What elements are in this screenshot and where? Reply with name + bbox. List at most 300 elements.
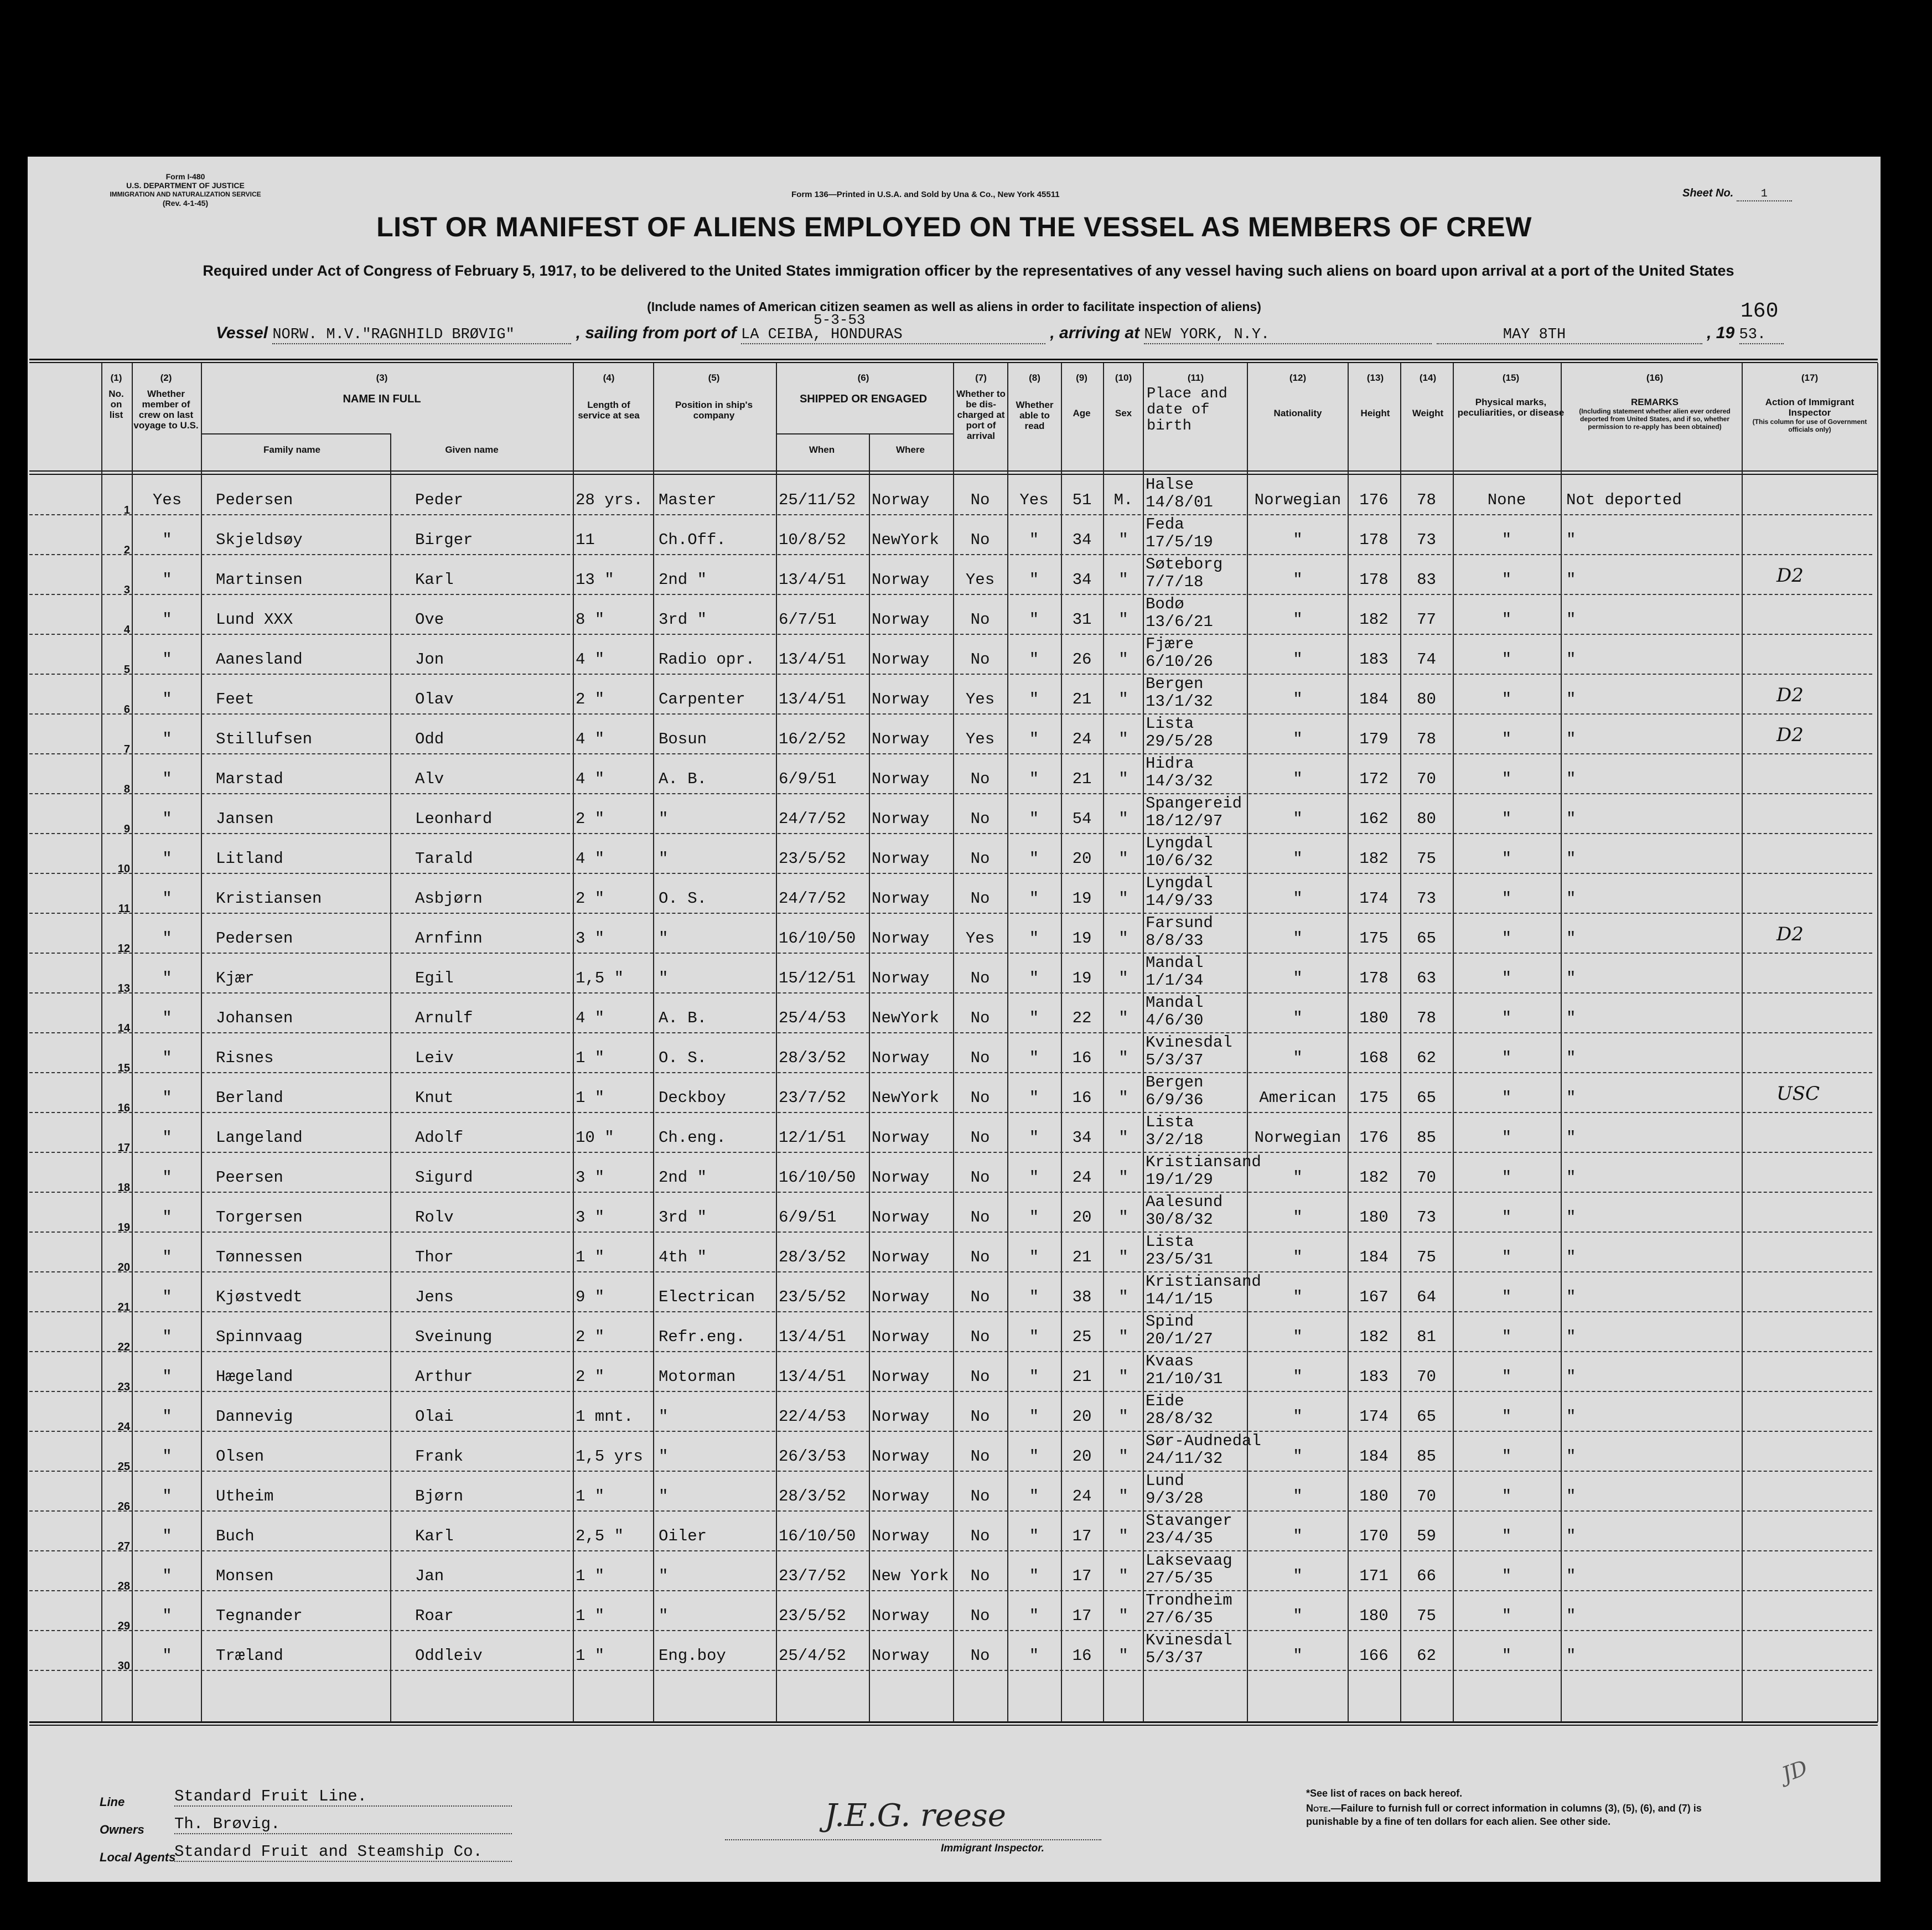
cell-read: " xyxy=(1029,1288,1039,1306)
cell-read: " xyxy=(1029,1089,1039,1107)
cell-sex: M. xyxy=(1113,491,1133,509)
col9-header xyxy=(1061,372,1102,418)
cell-family: Berland xyxy=(216,1089,283,1107)
cell-weight: 65 xyxy=(1417,929,1436,948)
col4-header xyxy=(573,372,645,421)
cell-family: Kjær xyxy=(216,969,255,987)
column-divider xyxy=(1103,363,1104,1722)
row-number: 12 xyxy=(117,943,130,955)
col16-label: REMARKS xyxy=(1631,397,1679,407)
cell-where: Norway xyxy=(872,1328,930,1346)
cell-position: 2nd " xyxy=(659,571,707,589)
penalty-note xyxy=(1306,1802,1727,1828)
year-prefix: , 19 xyxy=(1707,324,1735,342)
cell-read: " xyxy=(1029,1527,1039,1545)
subtitle-note: (Include names of American citizen seamen as well as aliens in order to facilitate inspection of aliens) xyxy=(647,299,1261,314)
cell-when: 6/7/51 xyxy=(779,610,837,629)
row-number: 17 xyxy=(117,1142,130,1154)
cell-given: Bjørn xyxy=(415,1487,464,1505)
row-number: 2 xyxy=(123,544,130,556)
row-number: 6 xyxy=(123,703,130,716)
cell-marks: " xyxy=(1501,1129,1512,1147)
cell-birthdate: 14/8/01 xyxy=(1146,493,1213,511)
cell-height: 183 xyxy=(1359,1368,1389,1386)
cell-height: 182 xyxy=(1359,610,1389,629)
cell-remarks: " xyxy=(1566,1527,1576,1545)
cell-nat: " xyxy=(1293,1208,1303,1227)
cell-last: " xyxy=(162,1049,172,1067)
row-rule xyxy=(29,674,1872,675)
cell-sex: " xyxy=(1118,690,1128,708)
cell-birthplace: Kristiansand xyxy=(1146,1153,1261,1171)
col6-when-header: When xyxy=(809,444,835,455)
cell-birthplace: Eide xyxy=(1146,1392,1184,1410)
cell-sex: " xyxy=(1118,1049,1128,1067)
cell-last: " xyxy=(162,1089,172,1107)
cell-nat: " xyxy=(1293,929,1303,948)
cell-remarks: " xyxy=(1566,531,1576,549)
col13-num: (13) xyxy=(1366,372,1384,383)
cell-last: " xyxy=(162,1408,172,1426)
cell-remarks: " xyxy=(1566,1049,1576,1067)
cell-nat: " xyxy=(1293,770,1303,788)
cell-family: Jansen xyxy=(216,810,274,828)
cell-read: " xyxy=(1029,1168,1039,1187)
cell-when: 25/11/52 xyxy=(779,491,856,509)
cell-when: 6/9/51 xyxy=(779,1208,837,1227)
row-number: 26 xyxy=(117,1500,130,1513)
line-label: Line xyxy=(100,1795,125,1809)
cell-when: 23/7/52 xyxy=(779,1089,846,1107)
arrival-year: 53. xyxy=(1739,327,1784,344)
cell-nat: " xyxy=(1293,969,1303,987)
cell-last: " xyxy=(162,531,172,549)
cell-read: " xyxy=(1029,1208,1039,1227)
cell-sex: " xyxy=(1118,1567,1128,1585)
cell-sex: " xyxy=(1118,1447,1128,1466)
cell-weight: 65 xyxy=(1417,1089,1436,1107)
col4-label: Length of service at sea xyxy=(578,400,640,421)
col12-label: Nationality xyxy=(1273,408,1322,418)
page-title: LIST OR MANIFEST OF ALIENS EMPLOYED ON THE VESSEL AS MEMBERS OF CREW xyxy=(376,211,1532,242)
cell-given: Jan xyxy=(415,1567,444,1585)
cell-nat: " xyxy=(1293,1368,1303,1386)
cell-age: 38 xyxy=(1072,1288,1092,1306)
cell-where: Norway xyxy=(872,889,930,908)
cell-when: 15/12/51 xyxy=(779,969,856,987)
cell-remarks: " xyxy=(1566,1447,1576,1466)
cell-where: Norway xyxy=(872,770,930,788)
cell-position: 2nd " xyxy=(659,1168,707,1187)
cell-when: 22/4/53 xyxy=(779,1408,846,1426)
cell-marks: " xyxy=(1501,1009,1512,1027)
cell-where: Norway xyxy=(872,1527,930,1545)
cell-remarks: " xyxy=(1566,1208,1576,1227)
cell-birthdate: 24/11/32 xyxy=(1146,1450,1223,1468)
cell-given: Jens xyxy=(415,1288,454,1306)
cell-service: 13 " xyxy=(576,571,614,589)
col15-header xyxy=(1456,372,1566,418)
cell-read: " xyxy=(1029,1368,1039,1386)
cell-service: 28 yrs. xyxy=(576,491,643,509)
cell-height: 182 xyxy=(1359,850,1389,868)
col7-header xyxy=(955,372,1007,441)
cell-service: 9 " xyxy=(576,1288,605,1306)
cell-when: 26/3/53 xyxy=(779,1447,846,1466)
row-rule xyxy=(29,1550,1872,1551)
cell-nat: " xyxy=(1293,1487,1303,1505)
cell-marks: " xyxy=(1501,1168,1512,1187)
row-rule xyxy=(29,753,1872,754)
col1-header xyxy=(102,372,130,420)
cell-family: Stillufsen xyxy=(216,730,313,748)
cell-where: Norway xyxy=(872,1049,930,1067)
cell-weight: 73 xyxy=(1417,531,1436,549)
subheader-rule xyxy=(776,433,953,434)
cell-position: A. B. xyxy=(659,1009,707,1027)
cell-given: Olai xyxy=(415,1408,454,1426)
cell-service: 10 " xyxy=(576,1129,614,1147)
col10-header xyxy=(1104,372,1143,418)
cell-position: " xyxy=(659,969,669,987)
cell-family: Lund XXX xyxy=(216,610,293,629)
cell-family: Peersen xyxy=(216,1168,283,1187)
cell-birthplace: Feda xyxy=(1146,515,1184,534)
cell-read: " xyxy=(1029,810,1039,828)
cell-disch: No xyxy=(970,1049,990,1067)
initials-mark: JD xyxy=(1778,1755,1811,1787)
cell-weight: 59 xyxy=(1417,1527,1436,1545)
cell-age: 20 xyxy=(1072,1208,1092,1227)
cell-nat: " xyxy=(1293,1447,1303,1466)
cell-birthdate: 29/5/28 xyxy=(1146,732,1213,751)
cell-height: 175 xyxy=(1359,1089,1389,1107)
cell-disch: No xyxy=(970,850,990,868)
cell-weight: 63 xyxy=(1417,969,1436,987)
cell-last: " xyxy=(162,969,172,987)
cell-birthdate: 17/5/19 xyxy=(1146,533,1213,551)
cell-age: 25 xyxy=(1072,1328,1092,1346)
cell-birthdate: 18/12/97 xyxy=(1146,812,1223,830)
cell-when: 23/5/52 xyxy=(779,1607,846,1625)
column-divider xyxy=(101,363,102,1722)
cell-family: Aanesland xyxy=(216,650,303,669)
cell-nat: Norwegian xyxy=(1254,491,1341,509)
cell-where: New York xyxy=(872,1567,949,1585)
cell-height: 166 xyxy=(1359,1647,1389,1665)
col3-num: (3) xyxy=(376,372,388,383)
cell-height: 170 xyxy=(1359,1527,1389,1545)
cell-remarks: " xyxy=(1566,730,1576,748)
row-rule xyxy=(29,1670,1872,1671)
cell-birthplace: Halse xyxy=(1146,475,1194,494)
cell-service: 4 " xyxy=(576,770,605,788)
col12-header xyxy=(1248,372,1348,418)
cell-where: Norway xyxy=(872,1607,930,1625)
cell-marks: " xyxy=(1501,969,1512,987)
cell-last: " xyxy=(162,1288,172,1306)
cell-read: " xyxy=(1029,571,1039,589)
cell-nat: " xyxy=(1293,571,1303,589)
cell-birthplace: Spind xyxy=(1146,1312,1194,1331)
cell-where: Norway xyxy=(872,1168,930,1187)
cell-given: Birger xyxy=(415,531,473,549)
cell-inspector-action: D2 xyxy=(1776,684,1804,706)
col5-label: Position in ship's company xyxy=(675,400,753,421)
cell-disch: No xyxy=(970,889,990,908)
row-rule xyxy=(29,1391,1872,1392)
cell-remarks: " xyxy=(1566,969,1576,987)
cell-marks: " xyxy=(1501,770,1512,788)
cell-height: 182 xyxy=(1359,1328,1389,1346)
cell-age: 31 xyxy=(1072,610,1092,629)
cell-when: 24/7/52 xyxy=(779,810,846,828)
col8-num: (8) xyxy=(1029,372,1040,383)
col4-num: (4) xyxy=(603,372,615,383)
cell-last: " xyxy=(162,650,172,669)
cell-family: Tønnessen xyxy=(216,1248,303,1266)
cell-family: Skjeldsøy xyxy=(216,531,303,549)
owners-value: Th. Brøvig. xyxy=(174,1815,512,1834)
cell-marks: " xyxy=(1501,889,1512,908)
cell-age: 34 xyxy=(1072,571,1092,589)
cell-birthdate: 20/1/27 xyxy=(1146,1330,1213,1348)
cell-marks: " xyxy=(1501,1248,1512,1266)
cell-given: Arnfinn xyxy=(415,929,483,948)
cell-last: " xyxy=(162,1447,172,1466)
cell-marks: " xyxy=(1501,1408,1512,1426)
cell-read: " xyxy=(1029,1009,1039,1027)
cell-height: 179 xyxy=(1359,730,1389,748)
cell-read: " xyxy=(1029,690,1039,708)
cell-service: 2 " xyxy=(576,1368,605,1386)
cell-birthdate: 23/4/35 xyxy=(1146,1529,1213,1548)
cell-sex: " xyxy=(1118,1009,1128,1027)
cell-position: Deckboy xyxy=(659,1089,726,1107)
col14-header xyxy=(1403,372,1453,418)
cell-last: " xyxy=(162,1208,172,1227)
cell-read: " xyxy=(1029,610,1039,629)
row-number: 3 xyxy=(123,584,130,596)
row-number: 7 xyxy=(123,743,130,756)
row-number: 20 xyxy=(117,1261,130,1274)
col1-label: No. on list xyxy=(108,389,124,420)
cell-birthdate: 6/10/26 xyxy=(1146,653,1213,671)
sheet-number-value: 1 xyxy=(1737,188,1792,201)
cell-marks: " xyxy=(1501,610,1512,629)
cell-weight: 77 xyxy=(1417,610,1436,629)
cell-service: 1,5 " xyxy=(576,969,624,987)
cell-birthdate: 14/1/15 xyxy=(1146,1290,1213,1308)
cell-marks: " xyxy=(1501,1328,1512,1346)
cell-sex: " xyxy=(1118,1368,1128,1386)
row-rule xyxy=(29,1112,1872,1113)
arriving-label: , arriving at xyxy=(1050,324,1140,342)
cell-family: Feet xyxy=(216,690,255,708)
cell-inspector-action: D2 xyxy=(1776,565,1804,587)
cell-position: Electrican xyxy=(659,1288,755,1306)
column-divider xyxy=(1143,363,1144,1722)
cell-nat: " xyxy=(1293,1288,1303,1306)
cell-given: Peder xyxy=(415,491,464,509)
cell-position: Ch.eng. xyxy=(659,1129,726,1147)
col16-header xyxy=(1566,372,1743,431)
cell-position: Master xyxy=(659,491,717,509)
col13-label: Height xyxy=(1360,408,1390,418)
cell-remarks: " xyxy=(1566,1408,1576,1426)
cell-birthplace: Kristiansand xyxy=(1146,1272,1261,1291)
cell-remarks: " xyxy=(1566,1328,1576,1346)
col11-header xyxy=(1144,372,1247,434)
cell-family: Torgersen xyxy=(216,1208,303,1227)
cell-family: Hægeland xyxy=(216,1368,293,1386)
cell-birthplace: Lyngdal xyxy=(1146,834,1213,852)
cell-where: Norway xyxy=(872,1408,930,1426)
col7-label: Whether to be dis-charged at port of arrival xyxy=(956,389,1006,441)
row-rule xyxy=(29,1072,1872,1073)
cell-birthdate: 19/1/29 xyxy=(1146,1171,1213,1189)
cell-birthplace: Laksevaag xyxy=(1146,1551,1232,1570)
cell-age: 26 xyxy=(1072,650,1092,669)
department: U.S. DEPARTMENT OF JUSTICE xyxy=(126,181,245,190)
cell-nat: " xyxy=(1293,1049,1303,1067)
cell-birthdate: 14/9/33 xyxy=(1146,892,1213,910)
cell-age: 20 xyxy=(1072,1447,1092,1466)
cell-nat: " xyxy=(1293,650,1303,669)
cell-age: 24 xyxy=(1072,1168,1092,1187)
cell-nat: " xyxy=(1293,1647,1303,1665)
handwritten-date: 5-3-53 xyxy=(814,312,866,328)
cell-age: 21 xyxy=(1072,770,1092,788)
cell-nat: " xyxy=(1293,1009,1303,1027)
col2-header xyxy=(133,372,199,431)
cell-birthdate: 4/6/30 xyxy=(1146,1011,1204,1029)
agents-label: Local Agents xyxy=(100,1850,176,1864)
cell-birthdate: 23/5/31 xyxy=(1146,1250,1213,1269)
cell-height: 180 xyxy=(1359,1487,1389,1505)
col16-note: (Including statement whether alien ever ordered deported from United States, and if so, whether permission to re-apply has been obtained) xyxy=(1579,407,1731,431)
cell-given: Jon xyxy=(415,650,444,669)
cell-weight: 75 xyxy=(1417,1607,1436,1625)
table-bottom-rule-2 xyxy=(29,1725,1878,1726)
cell-where: Norway xyxy=(872,1248,930,1266)
cell-inspector-action: USC xyxy=(1776,1083,1820,1105)
cell-disch: Yes xyxy=(965,571,995,589)
row-rule xyxy=(29,873,1872,874)
row-rule xyxy=(29,953,1872,954)
row-number: 28 xyxy=(117,1580,130,1592)
cell-service: 2 " xyxy=(576,889,605,908)
row-rule xyxy=(29,1192,1872,1193)
cell-position: 4th " xyxy=(659,1248,707,1266)
cell-nat: " xyxy=(1293,889,1303,908)
cell-service: 1 mnt. xyxy=(576,1408,634,1426)
row-number: 5 xyxy=(123,664,130,676)
cell-age: 22 xyxy=(1072,1009,1092,1027)
cell-when: 28/3/52 xyxy=(779,1248,846,1266)
row-rule xyxy=(29,1311,1872,1312)
row-rule xyxy=(29,1152,1872,1153)
col6-label: SHIPPED OR ENGAGED xyxy=(799,393,928,405)
cell-position: " xyxy=(659,1607,669,1625)
cell-weight: 80 xyxy=(1417,810,1436,828)
cell-service: 2,5 " xyxy=(576,1527,624,1545)
cell-sex: " xyxy=(1118,1089,1128,1107)
cell-read: " xyxy=(1029,889,1039,908)
col5-num: (5) xyxy=(708,372,720,383)
cell-remarks: " xyxy=(1566,1647,1576,1665)
cell-birthplace: Stavanger xyxy=(1146,1512,1232,1530)
cell-age: 16 xyxy=(1072,1647,1092,1665)
cell-birthplace: Aalesund xyxy=(1146,1193,1223,1211)
cell-given: Olav xyxy=(415,690,454,708)
cell-weight: 73 xyxy=(1417,889,1436,908)
cell-marks: " xyxy=(1501,730,1512,748)
cell-service: 4 " xyxy=(576,1009,605,1027)
cell-disch: Yes xyxy=(965,929,995,948)
cell-disch: No xyxy=(970,531,990,549)
cell-weight: 64 xyxy=(1417,1288,1436,1306)
col17-label: Action of Immigrant Inspector xyxy=(1765,397,1855,418)
vessel-value: NORW. M.V."RAGNHILD BRØVIG" xyxy=(272,327,571,344)
cell-position: " xyxy=(659,1487,669,1505)
vessel-label: Vessel xyxy=(216,324,268,342)
cell-read: " xyxy=(1029,770,1039,788)
cell-sex: " xyxy=(1118,1527,1128,1545)
cell-family: Spinnvaag xyxy=(216,1328,303,1346)
cell-disch: No xyxy=(970,1408,990,1426)
col17-note: (This column for use of Government officials only) xyxy=(1752,418,1867,433)
cell-given: Thor xyxy=(415,1248,454,1266)
cell-age: 19 xyxy=(1072,929,1092,948)
cell-last: " xyxy=(162,1567,172,1585)
row-number: 1 xyxy=(123,504,130,516)
cell-inspector-action: D2 xyxy=(1776,724,1804,746)
cell-weight: 81 xyxy=(1417,1328,1436,1346)
cell-marks: " xyxy=(1501,571,1512,589)
cell-marks: " xyxy=(1501,1647,1512,1665)
cell-height: 172 xyxy=(1359,770,1389,788)
cell-given: Roar xyxy=(415,1607,454,1625)
cell-birthplace: Kvinesdal xyxy=(1146,1033,1232,1052)
cell-nat: " xyxy=(1293,1248,1303,1266)
cell-where: NewYork xyxy=(872,1009,939,1027)
cell-last: " xyxy=(162,1607,172,1625)
cell-sex: " xyxy=(1118,531,1128,549)
cell-service: 4 " xyxy=(576,850,605,868)
cell-weight: 75 xyxy=(1417,1248,1436,1266)
cell-read: " xyxy=(1029,531,1039,549)
cell-disch: No xyxy=(970,1447,990,1466)
cell-sex: " xyxy=(1118,1208,1128,1227)
cell-birthdate: 21/10/31 xyxy=(1146,1370,1223,1388)
cell-marks: " xyxy=(1501,1527,1512,1545)
row-number: 19 xyxy=(117,1222,130,1234)
cell-weight: 70 xyxy=(1417,1487,1436,1505)
cell-sex: " xyxy=(1118,1168,1128,1187)
cell-disch: No xyxy=(970,770,990,788)
cell-service: 4 " xyxy=(576,650,605,669)
cell-weight: 74 xyxy=(1417,650,1436,669)
cell-position: " xyxy=(659,1408,669,1426)
row-rule xyxy=(29,554,1872,555)
cell-family: Kristiansen xyxy=(216,889,322,908)
cell-birthplace: Lyngdal xyxy=(1146,874,1213,892)
cell-marks: " xyxy=(1501,1049,1512,1067)
cell-when: 28/3/52 xyxy=(779,1487,846,1505)
cell-nat: American xyxy=(1259,1089,1337,1107)
stamp-number: 160 xyxy=(1741,299,1779,323)
